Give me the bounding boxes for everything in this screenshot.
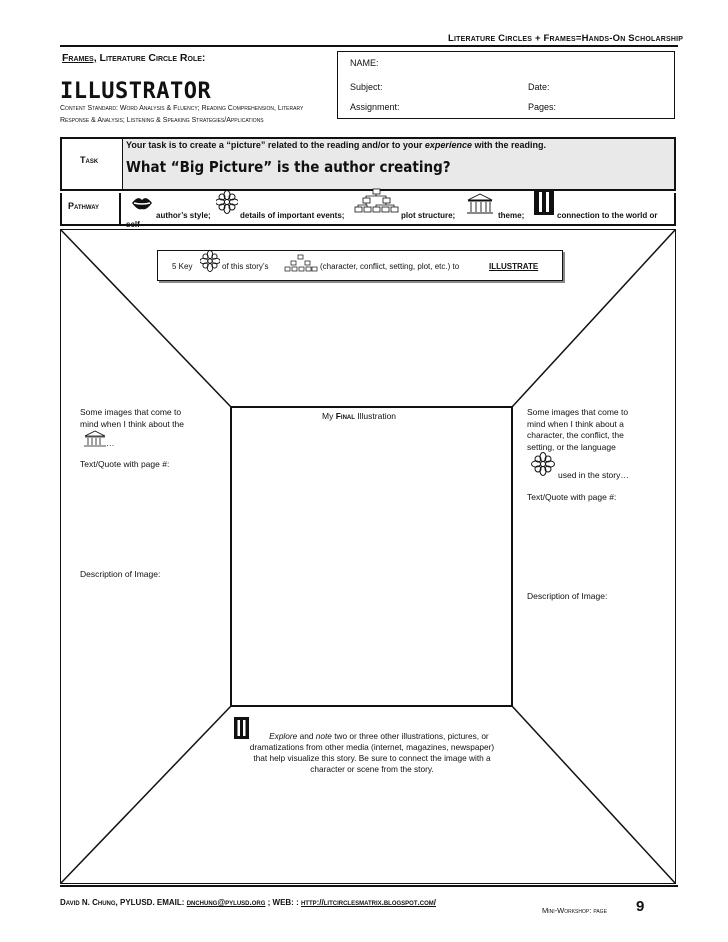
key-mid: of this story’s (222, 262, 269, 271)
left-description-label: Description of Image: (80, 569, 161, 579)
frames-label: Frames, (62, 52, 97, 64)
date-label: Date: (528, 82, 550, 92)
pages-label: Pages: (528, 102, 557, 112)
right-line-4: setting, or the language (527, 441, 616, 452)
right-prompt (527, 407, 628, 453)
left-line-1: Some images that come to (80, 407, 182, 417)
explore-line-2: dramatizations from other media (internet, magazines, newspaper) (249, 742, 495, 752)
illustrate-link: ILLUSTRATE (489, 262, 539, 271)
right-line-1: Some images that come to (527, 407, 629, 417)
pathway-connection: connection to the world or (557, 211, 658, 220)
pathway-self: self (126, 220, 140, 229)
left-line-2: mind when I think about the (80, 418, 184, 429)
name-label: NAME: (350, 58, 379, 68)
flower-icon (200, 250, 220, 272)
web-link[interactable]: http://litcirclesmatrix.blogspot.com/ (300, 898, 436, 907)
footer-credits (60, 898, 436, 907)
footer-author: David N. Chung, PYLUSD. EMAIL: (60, 898, 185, 907)
right-used-text: used in the story… (558, 470, 629, 480)
explore-instructions (226, 731, 518, 775)
right-description-label: Description of Image: (527, 591, 608, 601)
plot-structure-icon (284, 254, 318, 272)
task-label: Task (80, 155, 99, 165)
left-quote-label: Text/Quote with page #: (80, 459, 170, 469)
series-title: Literature Circles + Frames=Hands-On Scholarship (448, 33, 684, 44)
assignment-label: Assignment: (350, 102, 400, 112)
subject-label: Subject: (350, 82, 383, 92)
right-line-2: mind when I think about a (527, 418, 624, 429)
temple-icon (84, 430, 106, 448)
pathway-details: details of important events; (240, 211, 345, 220)
flower-icon (531, 452, 555, 476)
title-bold: Final (335, 411, 355, 421)
title-suffix: Illustration (357, 411, 397, 421)
task-text-em: experience (424, 140, 472, 150)
explore-line-4: character or scene from the story. (310, 764, 434, 774)
role-title: ILLUSTRATOR (60, 79, 212, 104)
left-prompt (80, 407, 184, 430)
email-link[interactable]: dnchung@pylusd.org (186, 898, 266, 907)
content-standard: Content Standard: Word Analysis & Fluency; Reading Comprehension, Literary Response & Analysis; Listening & Speaking Strategies/Applications (60, 105, 304, 124)
task-text-a: Your task is to create a “picture” related to the reading and/or to your (126, 140, 423, 150)
pathway-theme: theme; (498, 211, 525, 220)
task-text-b: with the reading. (474, 140, 546, 150)
key-prefix: 5 Key (172, 262, 193, 271)
right-line-3: character, the conflict, the (527, 430, 624, 440)
footer-web-label: ; WEB: : (267, 898, 299, 907)
pathway-label: Pathway (68, 201, 100, 211)
pathway-plot: plot structure; (401, 211, 456, 220)
final-illustration-box (230, 406, 513, 707)
explore-line-1 (226, 731, 518, 742)
title-prefix: My (322, 411, 334, 421)
final-illustration-title (322, 411, 396, 421)
task-question: What “Big Picture” is the author creating? (126, 158, 451, 176)
explore-and: and (299, 731, 314, 741)
footer-rule (60, 885, 678, 887)
right-quote-label: Text/Quote with page #: (527, 492, 617, 502)
left-ellipsis: … (106, 438, 115, 448)
explore-rest: two or three other illustrations, pictures, or (334, 731, 489, 741)
pathway-style: author’s style; (156, 211, 211, 220)
explore-em: Explore (269, 731, 298, 741)
mini-workshop-label: Mini-Workshop: page (542, 906, 607, 915)
page-number: 9 (636, 898, 645, 915)
explore-line-3: that help visualize this story. Be sure to connect the image with a (253, 753, 491, 763)
key-suffix: (character, conflict, setting, plot, etc.) to (320, 262, 460, 271)
role-caption: Literature Circle Role: (99, 52, 206, 64)
note-em: note (315, 731, 332, 741)
